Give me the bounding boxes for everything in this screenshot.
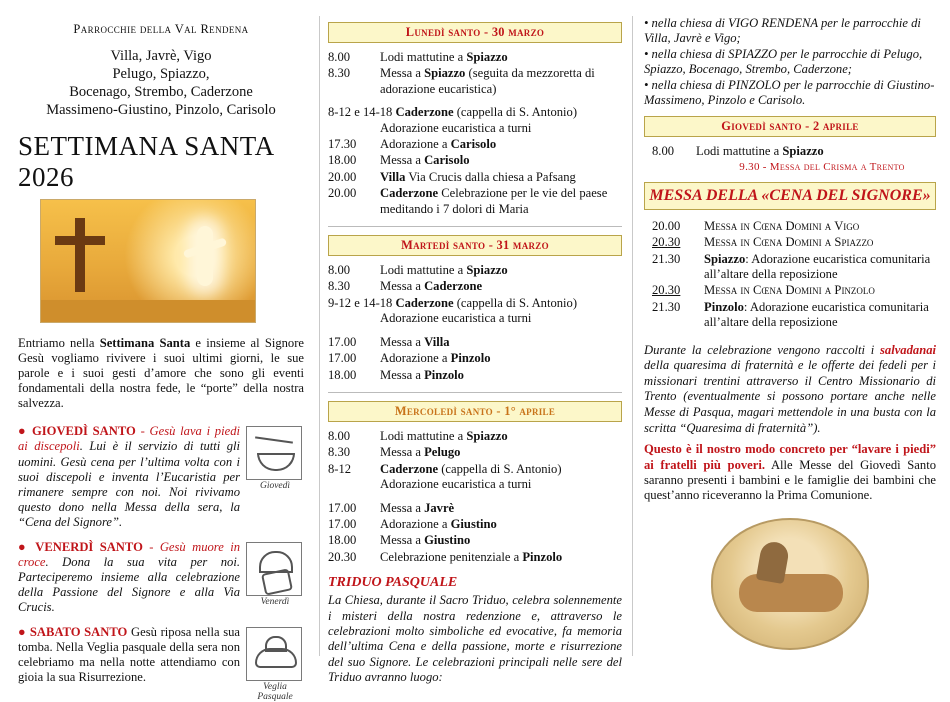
schedule-row <box>328 170 622 185</box>
row-time: 9-12 e 14-18 <box>328 295 393 310</box>
row-desc: Lodi mattutine a Spiazzo <box>380 50 508 64</box>
row-desc: Lodi mattutine a Spiazzo <box>696 144 824 159</box>
row-time: 21.30 <box>652 299 681 314</box>
row-time: 8.00 <box>328 263 351 278</box>
row-desc: Messa a Giustino <box>380 533 471 548</box>
row-time: 8-12 e 14-18 <box>328 105 393 120</box>
schedule-row <box>328 335 622 350</box>
illustration-ground <box>41 300 255 322</box>
row-time: 21.30 <box>652 251 681 266</box>
row-desc: Villa Via Crucis dalla chiesa a Pafsang <box>380 169 576 184</box>
triduo-title: TRIDUO PASQUALE <box>328 575 458 591</box>
row-desc: Adorazione a Giustino <box>380 516 497 531</box>
crown-of-thorns-icon <box>246 542 302 596</box>
schedule-row <box>328 296 622 327</box>
schedule-row <box>328 186 622 217</box>
schedule-row <box>644 219 936 234</box>
schedule-row <box>644 144 936 159</box>
row-desc: Lodi mattutine a Spiazzo <box>380 263 508 278</box>
day-venerdi <box>18 540 304 616</box>
row-desc: Caderzone Celebrazione per le vie del paese meditando i 7 dolori di Maria <box>380 186 608 216</box>
schedule-row <box>644 235 936 250</box>
bullet-icon: ● <box>18 539 29 554</box>
places-line: Pelugo, Spiazzo, <box>112 66 210 82</box>
parish-places <box>18 47 304 119</box>
row-desc: Messa a Villa <box>380 334 450 349</box>
schedule-row <box>328 501 622 516</box>
schedule-row <box>328 517 622 532</box>
row-time: 18.00 <box>328 367 357 382</box>
day-giovedi-text: ● GIOVEDÌ SANTO - Gesù lava i piedi ai discepoli. Lui è il servizio di tutti gli uomini. Gesù cena per l’ultima volta con i suoi discepoli e inventa l’Eucaristia per rimanere sempre con noi. Noi rivivamo questo dono nella Messa della sera, la “Cena del Signore”. <box>18 424 240 530</box>
row-time: 17.00 <box>328 500 357 515</box>
column-right <box>634 0 950 672</box>
parish-header: Parrocchie della Val Rendena <box>73 22 249 36</box>
washing-of-feet-illustration <box>711 518 869 650</box>
row-time: 17.00 <box>328 351 357 366</box>
schedule-lunedi <box>328 50 622 217</box>
row-desc: Adorazione a Carisolo <box>380 137 497 152</box>
triduo-places-list <box>644 16 936 108</box>
row-time: 20.00 <box>652 218 681 233</box>
washing-feet-icon <box>246 426 302 480</box>
crucifixion-illustration <box>40 199 256 323</box>
risen-christ-figure <box>197 226 213 286</box>
section-divider <box>328 392 622 393</box>
schedule-row <box>328 533 622 548</box>
sketch-caption: Veglia Pasquale <box>257 681 293 702</box>
row-desc: Messa a Caderzone <box>380 279 483 294</box>
column-left <box>0 0 318 702</box>
row-time: 17.00 <box>328 516 357 531</box>
banner-mercoledi: Mercoledì santo - 1° aprile <box>328 401 622 422</box>
row-desc: Messa a Carisolo <box>380 153 470 168</box>
schedule-row <box>328 153 622 168</box>
cena-del-signore-title: MESSA DELLA «CENA DEL SIGNORE» <box>644 182 936 210</box>
schedule-row <box>644 283 936 298</box>
schedule-cena <box>644 219 936 331</box>
schedule-row <box>328 105 622 136</box>
row-time: 17.00 <box>328 334 357 349</box>
row-time: 20.30 <box>652 235 681 250</box>
row-desc: Messa in Cœna Domini a Pinzolo <box>704 283 875 298</box>
schedule-row <box>644 252 936 283</box>
places-line: Massimeno-Giustino, Pinzolo, Carisolo <box>46 102 276 118</box>
places-line: Villa, Javrè, Vigo <box>110 48 212 64</box>
triduo-text: La Chiesa, durante il Sacro Triduo, celebra solennemente i misteri della nostra redenzione e, attraverso le celebrazioni molto simboliche ed evocative, fa memoria dell’ultima Cena e della passione, morte e risurrezione del suo Signore. Le celebrazioni principali nelle sere del Triduo avranno luogo: <box>328 593 622 685</box>
row-time: 18.00 <box>328 533 357 548</box>
row-desc: Adorazione a Pinzolo <box>380 351 491 366</box>
sketch-venerdi <box>246 542 304 607</box>
row-time: 20.00 <box>328 186 357 201</box>
row-time: 8-12 <box>328 461 352 476</box>
sketch-caption: Venerdì <box>260 596 290 607</box>
row-desc: Spiazzo: Adorazione eucaristica comunitaria all’altare della reposizione <box>704 251 931 282</box>
row-time: 8.00 <box>652 144 675 159</box>
row-desc: 9-12 e 14-18 Caderzone (cappella di S. Antonio) Adorazione eucaristica a turni <box>328 295 578 326</box>
schedule-row <box>328 462 622 493</box>
row-desc: Messa a Javrè <box>380 500 455 515</box>
row-desc: 8-12 e 14-18 Caderzone (cappella di S. Antonio) Adorazione eucaristica a turni <box>328 105 578 135</box>
day-sabato <box>18 624 304 702</box>
row-time: 18.00 <box>328 153 357 168</box>
triduo-place-item: • nella chiesa di SPIAZZO per le parrocchie di Pelugo, Spiazzo, Bocenago, Strembo, Caderzone; <box>644 46 923 77</box>
row-time: 20.30 <box>328 549 357 564</box>
salvadanai-note: Durante la celebrazione vengono raccolti i salvadanai della quaresima di fraternità e le offerte dei fedeli per i missionari trentini attraverso il Centro Missionario di Trento (eventualmente si possono portare anche nelle Messe di Pasqua, magari mettendole in una busta con la scritta “Quaresima di fraternità”). <box>644 342 936 435</box>
schedule-row <box>328 368 622 383</box>
piedi-note: Questo è il nostro modo concreto per “lavare i piedi” ai fratelli più poveri. Alle Messe del Giovedì Santo saranno presenti i bambini e le famiglie dei bambini che quest’anno riceveranno la Prima Comunione. <box>644 442 936 503</box>
schedule-row <box>328 50 622 65</box>
row-time: 17.30 <box>328 137 357 152</box>
schedule-row <box>328 351 622 366</box>
sketch-giovedi <box>246 426 304 491</box>
bullet-icon: ● <box>18 624 27 639</box>
row-desc: Messa in Cœna Domini a Vigo <box>704 218 860 233</box>
intro-paragraph: Entriamo nella Settimana Santa e insieme al Signore Gesù vogliamo rivivere i suoi ultimi giorni, le sue parole e i suoi gesti d’amore che sono gli eventi fondamentali della nostra fede, le “porte” della nostra salvezza. <box>18 335 304 411</box>
day-sabato-text: ● SABATO SANTO Gesù riposa nella sua tomba. Nella Veglia pasquale della sera non celebriamo ma nella notte attendiamo con gioia la sua Risurrezione. <box>18 624 241 685</box>
row-desc: Pinzolo: Adorazione eucaristica comunitaria all’altare della reposizione <box>704 299 929 330</box>
row-desc: Lodi mattutine a Spiazzo <box>380 428 508 443</box>
triduo-place-item: • nella chiesa di VIGO RENDENA per le parrocchie di Villa, Javrè e Vigo; <box>644 16 921 46</box>
row-desc: Messa a Spiazzo (seguita da mezzoretta di adorazione eucaristica) <box>380 66 595 96</box>
schedule-row <box>328 279 622 294</box>
row-desc: Messa a Pelugo <box>380 445 461 460</box>
sketch-veglia <box>246 627 304 702</box>
row-time: 8.30 <box>328 279 351 294</box>
schedule-giovedi <box>644 144 936 159</box>
row-time: 20.30 <box>652 283 681 298</box>
sketch-caption: Giovedì <box>259 481 291 492</box>
day-giovedi <box>18 424 304 530</box>
bullet-icon: ● <box>18 424 28 439</box>
row-desc: Caderzone (cappella di S. Antonio) Adorazione eucaristica a turni <box>380 461 562 492</box>
schedule-row <box>328 445 622 460</box>
schedule-mercoledi <box>328 429 622 565</box>
triduo-place-item: • nella chiesa di PINZOLO per le parrocchie di Giustino-Massimeno, Pinzolo e Carisolo. <box>644 77 935 108</box>
schedule-row <box>328 263 622 278</box>
banner-martedi: Martedì santo - 31 marzo <box>328 235 622 256</box>
empty-tomb-icon <box>246 627 302 681</box>
schedule-row <box>328 550 622 565</box>
section-divider <box>328 226 622 227</box>
column-divider-2 <box>632 16 633 656</box>
row-desc: Messa in Cœna Domini a Spiazzo <box>704 235 874 250</box>
row-time: 20.00 <box>328 169 357 184</box>
schedule-row <box>328 137 622 152</box>
row-time: 8.00 <box>328 50 351 64</box>
row-time: 8.30 <box>328 66 351 81</box>
row-time: 8.30 <box>328 445 351 460</box>
row-time: 8.00 <box>328 428 351 443</box>
column-center <box>320 0 630 685</box>
banner-giovedi-santo: Giovedì santo - 2 aprile <box>644 116 936 137</box>
schedule-row <box>328 429 622 444</box>
banner-lunedi: Lunedì santo - 30 marzo <box>328 22 622 43</box>
schedule-row <box>328 66 622 97</box>
row-desc: Messa a Pinzolo <box>380 367 464 382</box>
row-desc: Celebrazione penitenziale a Pinzolo <box>380 549 563 564</box>
crisma-note: 9.30 - Messa del Crisma a Trento <box>739 160 905 173</box>
schedule-martedi <box>328 263 622 383</box>
schedule-row <box>644 300 936 331</box>
day-venerdi-text: ● VENERDÌ SANTO - Gesù muore in croce. Dona la sua vita per noi. Parteciperemo insieme alla celebrazione della Passione del Signore e alla Via Crucis. <box>18 539 240 615</box>
page-title: SETTIMANA SANTA 2026 <box>18 131 274 192</box>
places-line: Bocenago, Strembo, Caderzone <box>69 84 253 100</box>
